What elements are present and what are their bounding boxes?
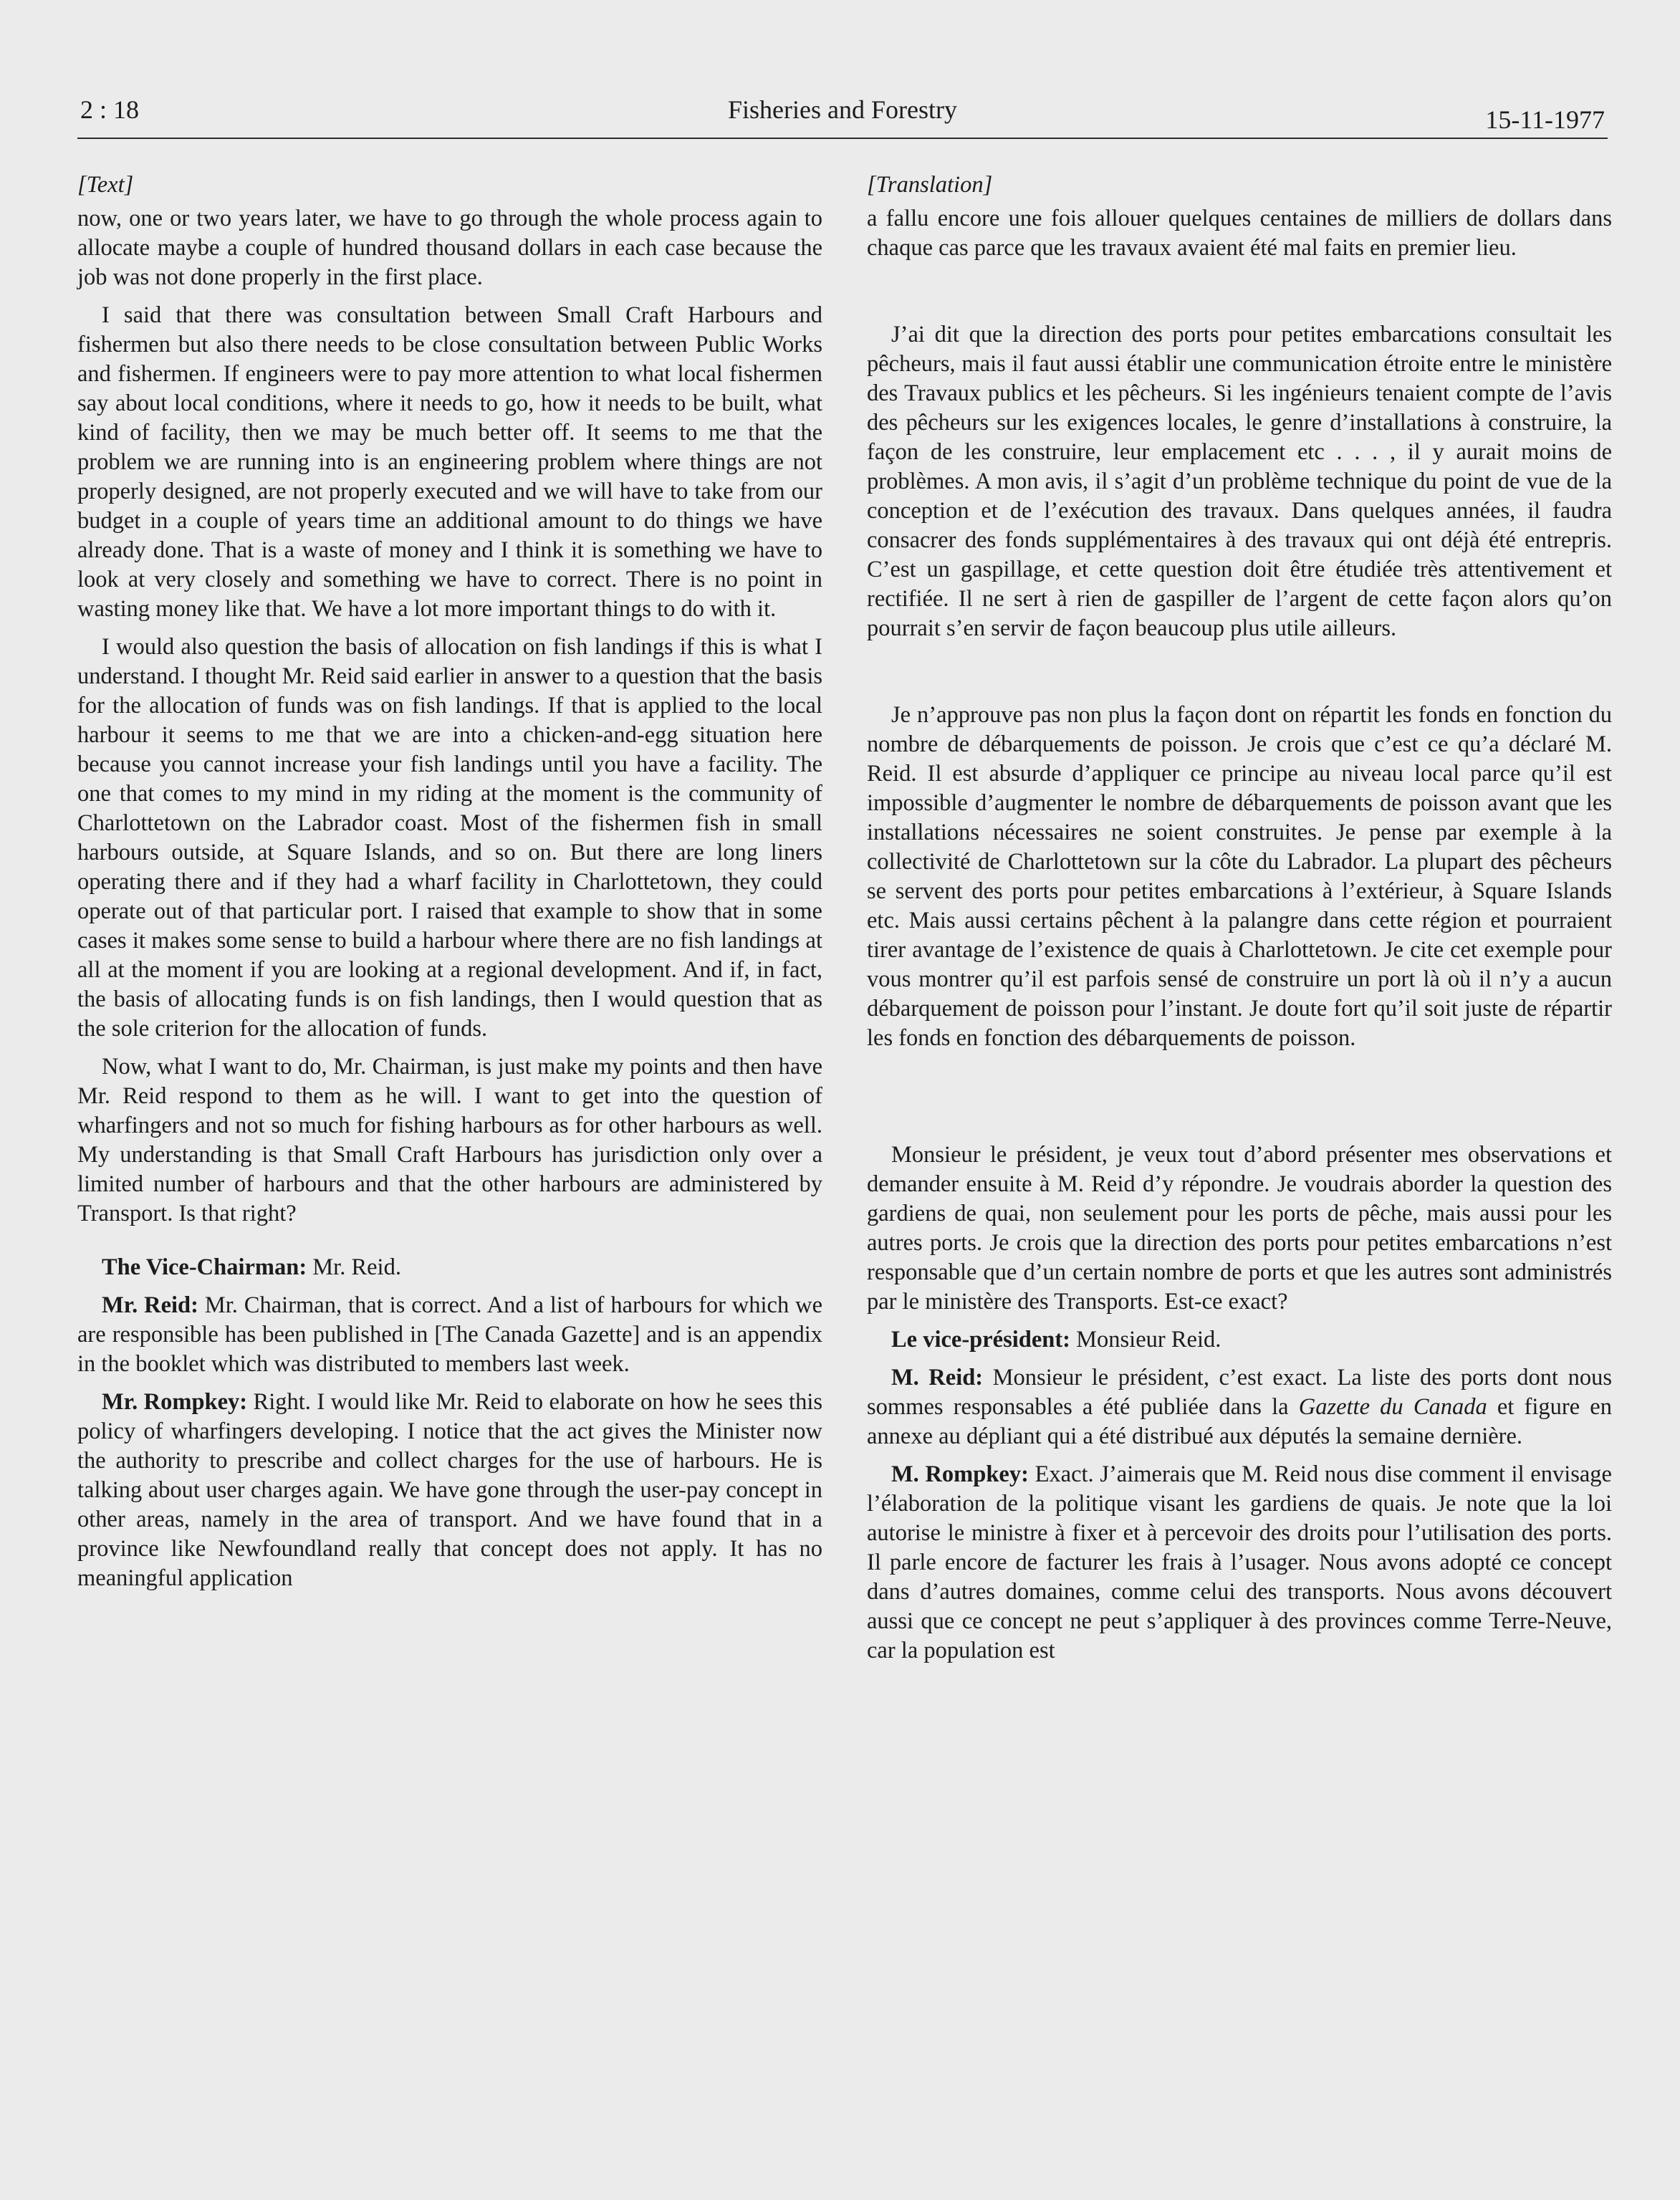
page-date: 15-11-1977 [1485, 105, 1605, 134]
speech-text: Monsieur le président, c’est exact. La liste des ports dont nous sommes responsables a été publiée dans la [867, 1365, 1612, 1420]
publication-title: Gazette du Canada [1298, 1394, 1487, 1420]
french-column [867, 170, 1612, 1666]
speaker-name: Le vice-président: [891, 1327, 1071, 1353]
speech-text: Right. I would like Mr. Reid to elaborate on how he sees this policy of wharfingers developing. I notice that the act gives the Minister now the authority to prescribe and collect charges for the use of harbours. He is talking about user charges again. We have gone through the user-pay concept in other areas, namely in the area of transport. And we have found that in a province like Newfoundland really that concept does not apply. It has no meaningful application [77, 1389, 822, 1591]
speaker-name: Mr. Rompkey: [102, 1389, 248, 1415]
page-number: 2 : 18 [80, 95, 140, 124]
paragraph: Monsieur le président, je veux tout d’abord présenter mes observations et demander ensuite à M. Reid d’y répondre. Je voudrais aborder la question des gardiens de quai, non seulement pour les ports de pêche, mais aussi pour les autres ports. Je crois que la direction des ports pour petites embarcations n’est responsable que d’un certain nombre de ports et que les autres sont administrés par le ministère des Transports. Est-ce exact? [867, 1142, 1612, 1315]
speech-vice-president [867, 1325, 1612, 1355]
speech-text: Exact. J’aimerais que M. Reid nous dise comment il envisage l’élaboration de la politique visant les gardiens de quais. Je note que la loi autorise le ministre à fixer et à percevoir des droits pour l’utilisation des ports. Il parle encore de facturer les frais à l’usager. Nous avons adopté ce concept dans d’autres domaines, comme celui des transports. Nous avons découvert aussi que ce concept ne peut s’appliquer à des provinces comme Terre-Neuve, car la population est [867, 1461, 1612, 1663]
translation-label: [Translation] [867, 172, 993, 198]
speech-text: et figure en annexe au dépliant qui a été distribué aux députés la semaine dernière. [867, 1394, 1612, 1449]
english-column [77, 170, 822, 1593]
speech-rompkey [77, 1388, 822, 1593]
speech-reid-fr [867, 1363, 1612, 1451]
speaker-name: Mr. Reid: [102, 1292, 198, 1318]
speech-text: Mr. Chairman, that is correct. And a list of harbours for which we are responsible has been published in [The Canada Gazette] and is an appendix in the booklet which was distributed to members last week. [77, 1292, 822, 1377]
paragraph: a fallu encore une fois allouer quelques centaines de milliers de dollars dans chaque cas parce que les travaux avaient été mal faits en premier lieu. [867, 206, 1612, 261]
page-header [77, 85, 1608, 139]
paragraph: J’ai dit que la direction des ports pour petites embarcations consultait les pêcheurs, mais il faut aussi établir une communication étroite entre le ministère des Travaux publics et les pêcheurs. Si les ingénieurs tenaient compte de l’avis des pêcheurs sur les exigences locales, le genre d’installations à construire, la façon de les construire, leur emplacement etc . . . , il y aurait moins de problèmes. A mon avis, il s’agit d’un problème technique du point de vue de la conception et de l’exécution des travaux. Dans quelques années, il faudra consacrer des fonds supplémentaires à des travaux qui ont déjà été entrepris. C’est un gaspillage, et cette question doit être étudiée très attentivement et rectifiée. Il ne sert à rien de gaspiller de l’argent de cette façon alors qu’on pourrait s’en servir de façon beaucoup plus utile ailleurs. [867, 322, 1612, 641]
paragraph: Now, what I want to do, Mr. Chairman, is just make my points and then have Mr. Reid respond to them as he will. I want to get into the question of wharfingers and not so much for fishing harbours as for other harbours as well. My understanding is that Small Craft Harbours has jurisdiction only over a limited number of harbours and that the other harbours are administered by Transport. Is that right? [77, 1054, 822, 1226]
running-title: Fisheries and Forestry [728, 95, 957, 124]
speaker-name: M. Reid: [891, 1365, 984, 1390]
speaker-name: The Vice-Chairman: [102, 1254, 307, 1280]
speaker-name: M. Rompkey: [891, 1461, 1029, 1487]
speech-text: Mr. Reid. [307, 1254, 401, 1280]
paragraph: I said that there was consultation between Small Craft Harbours and fishermen but also there needs to be close consultation between Public Works and fishermen. If engineers were to pay more attention to what local fishermen say about local conditions, where it needs to go, how it needs to be built, what kind of facility, then we may be much better off. It seems to me that the problem we are running into is an engineering problem where things are not properly designed, are not properly executed and we will have to take from our budget in a couple of years time an additional amount to do things we have already done. That is a waste of money and I think it is something we have to look at very closely and something we have to correct. There is no point in wasting money like that. We have a lot more important things to do with it. [77, 302, 822, 622]
speech-text: Monsieur Reid. [1070, 1327, 1221, 1353]
speech-reid [77, 1291, 822, 1379]
paragraph: Je n’approuve pas non plus la façon dont on répartit les fonds en fonction du nombre de débarquements de poisson. Je crois que c’est ce qu’a déclaré M. Reid. Il est absurde d’appliquer ce principe au niveau local parce qu’il est impossible d’augmenter le nombre de débarquements de poisson avant que les installations nécessaires ne soient construites. Je pense par exemple à la collectivité de Charlottetown sur la côte du Labrador. La plupart des pêcheurs se servent des ports pour petites embarcations à l’extérieur, à Square Islands etc. Mais aussi certains pêchent à la palangre dans cette région et pourraient tirer avantage de l’existence de quais à Charlottetown. Je cite cet exemple pour vous montrer qu’il est parfois sensé de construire un port là où il n’y a aucun débarquement de poisson pour l’instant. Je doute fort qu’il soit juste de répartir les fonds en fonction des débarquements de poisson. [867, 702, 1612, 1051]
paragraph: now, one or two years later, we have to go through the whole process again to allocate maybe a couple of hundred thousand dollars in each case because the job was not done properly in the first place. [77, 206, 822, 290]
speech-rompkey-fr [867, 1460, 1612, 1666]
speech-vice-chairman [77, 1253, 822, 1282]
paragraph: I would also question the basis of allocation on fish landings if this is what I understand. I thought Mr. Reid said earlier in answer to a question that the basis for the allocation of funds was on fish landings. If that is applied to the local harbour it seems to me that we are into a chicken-and-egg situation here because you cannot increase your fish landings until you have a facility. The one that comes to my mind in my riding at the moment is the community of Charlottetown on the Labrador coast. Most of the fishermen fish in small harbours outside, at Square Islands, and so on. But there are long liners operating there and if they had a wharf facility in Charlottetown, they could operate out of that particular port. I raised that example to show that in some cases it makes some sense to build a harbour where there are no fish landings at all at the moment if you are looking at a regional development. And if, in fact, the basis of allocating funds is on fish landings, then I would question that as the sole criterion for the allocation of funds. [77, 634, 822, 1042]
text-label: [Text] [77, 172, 134, 198]
